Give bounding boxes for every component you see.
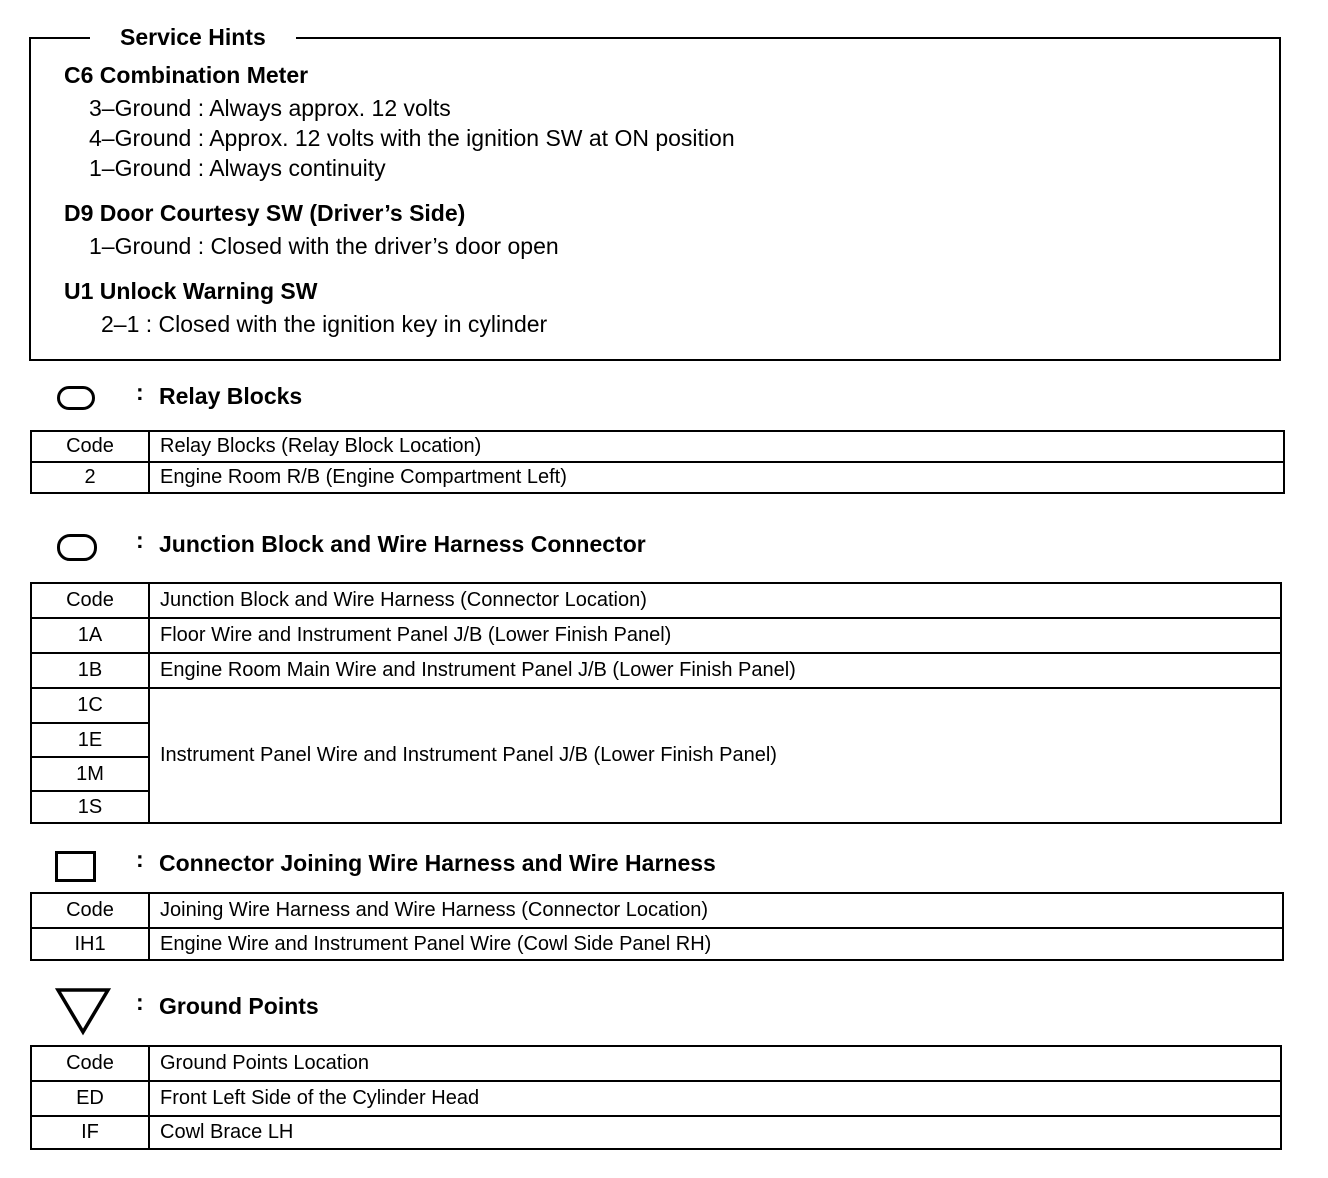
heading-colon: : [136,379,144,405]
table-header-row [31,583,1281,618]
hint-line: 1–Ground : Always continuity [89,155,386,181]
table-header-row [31,1046,1281,1081]
header-cell: Relay Blocks (Relay Block Location) [149,431,1284,462]
section-title: Ground Points [159,993,319,1019]
table-header-row [31,431,1284,462]
section-title: Relay Blocks [159,383,303,409]
ground-point-triangle-icon [55,987,111,1037]
service-hints-title: Service Hints [90,22,296,52]
code-cell: IF [31,1116,149,1149]
hint-heading: D9 Door Courtesy SW (Driver’s Side) [64,200,466,226]
table-header-row [31,893,1283,928]
connector-symbol-icon [55,851,96,882]
ground-points-table [30,1045,1282,1150]
header-cell: Junction Block and Wire Harness (Connector Location) [149,583,1281,618]
header-cell: Code [31,1046,149,1081]
description-cell: Engine Wire and Instrument Panel Wire (Cowl Side Panel RH) [149,928,1283,960]
description-cell: Floor Wire and Instrument Panel J/B (Lower Finish Panel) [149,618,1281,653]
hint-line: 1–Ground : Closed with the driver’s door open [89,233,559,259]
code-cell: 1S [31,791,149,823]
relay-blocks-table [30,430,1285,494]
hint-heading: C6 Combination Meter [64,62,309,88]
code-cell: IH1 [31,928,149,960]
table-row [31,1081,1281,1116]
description-cell: Engine Room Main Wire and Instrument Panel J/B (Lower Finish Panel) [149,653,1281,688]
code-cell: 1E [31,723,149,757]
table-row [31,928,1283,960]
hint-line: 4–Ground : Approx. 12 volts with the ignition SW at ON position [89,125,735,151]
table-row [31,462,1284,493]
table-row [31,618,1281,653]
description-cell: Cowl Brace LH [149,1116,1281,1149]
hint-heading: U1 Unlock Warning SW [64,278,318,304]
relay-block-symbol-icon [57,386,95,410]
junction-block-table [30,582,1282,824]
section-title: Connector Joining Wire Harness and Wire Harness [159,850,716,876]
code-cell: 1A [31,618,149,653]
description-cell: Engine Room R/B (Engine Compartment Left) [149,462,1284,493]
header-cell: Ground Points Location [149,1046,1281,1081]
heading-colon: : [136,846,144,872]
header-cell: Code [31,583,149,618]
code-cell: 1M [31,757,149,791]
section-title: Junction Block and Wire Harness Connector [159,531,646,557]
hint-line: 3–Ground : Always approx. 12 volts [89,95,451,121]
code-cell: 1C [31,688,149,723]
code-cell: 2 [31,462,149,493]
service-hints-box [29,37,1281,361]
heading-colon: : [136,527,144,553]
table-row [31,688,1281,723]
code-cell: 1B [31,653,149,688]
connector-table [30,892,1284,961]
code-cell: ED [31,1081,149,1116]
table-row [31,653,1281,688]
description-cell: Instrument Panel Wire and Instrument Panel J/B (Lower Finish Panel) [149,688,1281,823]
hint-line: 2–1 : Closed with the ignition key in cylinder [101,311,548,337]
heading-colon: : [136,989,144,1015]
header-cell: Joining Wire Harness and Wire Harness (Connector Location) [149,893,1283,928]
description-cell: Front Left Side of the Cylinder Head [149,1081,1281,1116]
table-row [31,1116,1281,1149]
junction-block-symbol-icon [57,534,97,561]
header-cell: Code [31,893,149,928]
header-cell: Code [31,431,149,462]
